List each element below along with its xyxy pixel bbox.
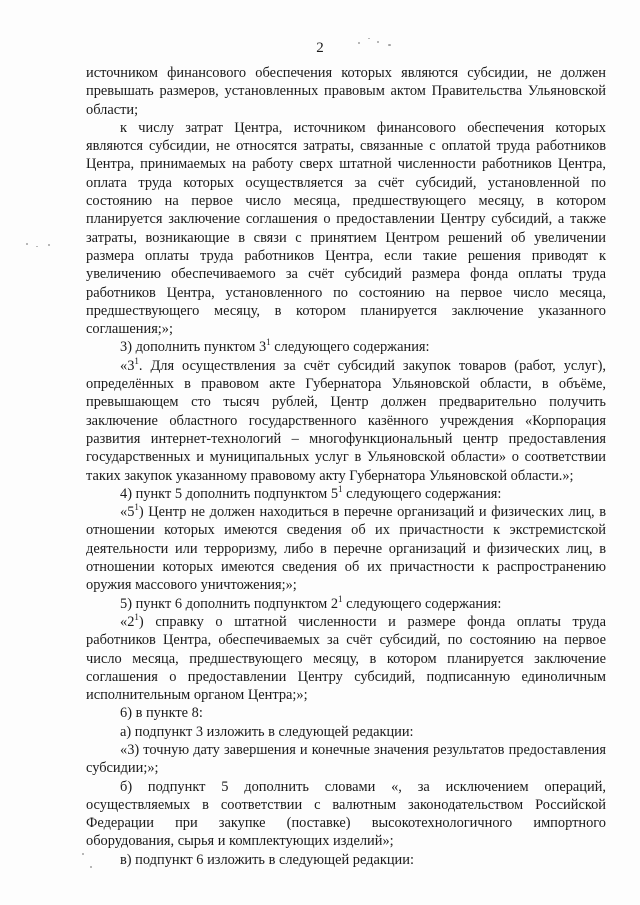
- paragraph-10: а) подпункт 3 изложить в следующей редакции:: [120, 723, 414, 740]
- paragraph-9: 6) в пункте 8:: [120, 705, 203, 722]
- scan-speck: [368, 38, 370, 39]
- paragraph-8-tail: ) справку о штатной численности и размере фонда оплаты труда работников Центра, обеспечиваемых за счёт субсидий, по состоянию на первое число месяца, предшествующего месяцу, в котором планируется заключение соглашения о предоставлении Центру субсидий, подписанную единоличным исполнительным органом Центра;»;: [86, 613, 606, 704]
- superscript: 1: [134, 502, 139, 513]
- scan-speck: [82, 853, 84, 855]
- paragraph-4-tail: . Для осуществления за счёт субсидий закупок товаров (работ, услуг), определённых в правовом акте Губернатора Ульяновской области, в объёме, превышающем сто тысяч рублей, Центр должен предварительно получить заключение областного государственного казённого учреждения «Корпорация развития интернет-технологий – многофункциональный центр предоставления государственных и муниципальных услуг в Ульяновской области» о соответствии таких закупок указанному правовому акту Губернатора Ульяновской области.»;: [86, 357, 606, 484]
- scan-speck: [388, 44, 391, 46]
- superscript: 1: [134, 611, 139, 622]
- superscript: 1: [338, 483, 343, 494]
- paragraph-5-text: 4) пункт 5 дополнить подпунктом 5: [120, 485, 339, 502]
- scan-speck: [36, 246, 38, 247]
- scan-speck: [48, 244, 50, 246]
- paragraph-1: источником финансового обеспечения которых являются субсидии, не должен превышать размеров, установленных правовым актом Правительства Ульяновской области;: [86, 65, 606, 118]
- scan-speck: [26, 243, 28, 245]
- paragraph-12: б) подпункт 5 дополнить словами «, за исключением операций, осуществляемых в соответствии с валютным законодательством Российской Федерации при закупке (поставке) высокотехнологичного импортного оборудования, сырья и комплектующих изделий»;: [86, 778, 606, 850]
- paragraph-7-tail: следующего содержания:: [342, 595, 502, 612]
- paragraph-11: «3) точную дату завершения и конечные значения результатов предоставления субсидии;»;: [86, 741, 606, 777]
- paragraph-8: [86, 613, 606, 704]
- paragraph-7-text: 5) пункт 6 дополнить подпунктом 2: [120, 595, 339, 612]
- paragraph-3-tail: следующего содержания:: [270, 339, 430, 356]
- page-number: 2: [316, 40, 324, 56]
- paragraph-4: [86, 357, 606, 485]
- document-body: [86, 64, 606, 869]
- paragraph-4-text: «3: [120, 357, 135, 374]
- paragraph-3-text: 3) дополнить пунктом 3: [120, 339, 267, 356]
- paragraph-6-text: «5: [120, 504, 135, 521]
- paragraph-5: [86, 485, 606, 503]
- paragraph-7: [86, 595, 606, 613]
- paragraph-13: в) подпункт 6 изложить в следующей редакции:: [120, 851, 414, 868]
- superscript: 1: [266, 337, 271, 348]
- paragraph-2: к числу затрат Центра, источником финансового обеспечения которых являются субсидии, не относятся затраты, связанные с оплатой труда работников Центра, принимаемых на работу сверх штатной численности работников Центра, оплата труда которых осуществляется за счёт субсидий, установленной по состоянию на первое число месяца, предшествующего месяцу, в котором планируется заключение соглашения о предоставлении Центру субсидий, а также затраты, возникающие в связи с принятием Центром решений об увеличении размера оплаты труда работников Центра, если такие решения приводят к увеличению обеспечиваемого за счёт субсидий размера фонда оплаты труда работников Центра, установленного по состоянию на первое число месяца, предшествующего месяцу, в котором планируется заключение указанного соглашения;»;: [86, 119, 606, 338]
- scan-speck: [377, 41, 379, 43]
- paragraph-3: [86, 338, 606, 356]
- paragraph-8-text: «2: [120, 613, 135, 630]
- superscript: 1: [134, 355, 139, 366]
- paragraph-6-tail: ) Центр не должен находиться в перечне организаций и физических лиц, в отношении которых имеются сведения об их причастности к экстремистской деятельности или терроризму, либо в перечне организаций и физических лиц, в отношении которых имеются сведения об их причастности к распространению оружия массового уничтожения;»;: [86, 504, 606, 594]
- superscript: 1: [338, 593, 343, 604]
- scan-speck: [358, 42, 360, 44]
- paragraph-5-tail: следующего содержания:: [342, 485, 502, 502]
- paragraph-6: [86, 503, 606, 594]
